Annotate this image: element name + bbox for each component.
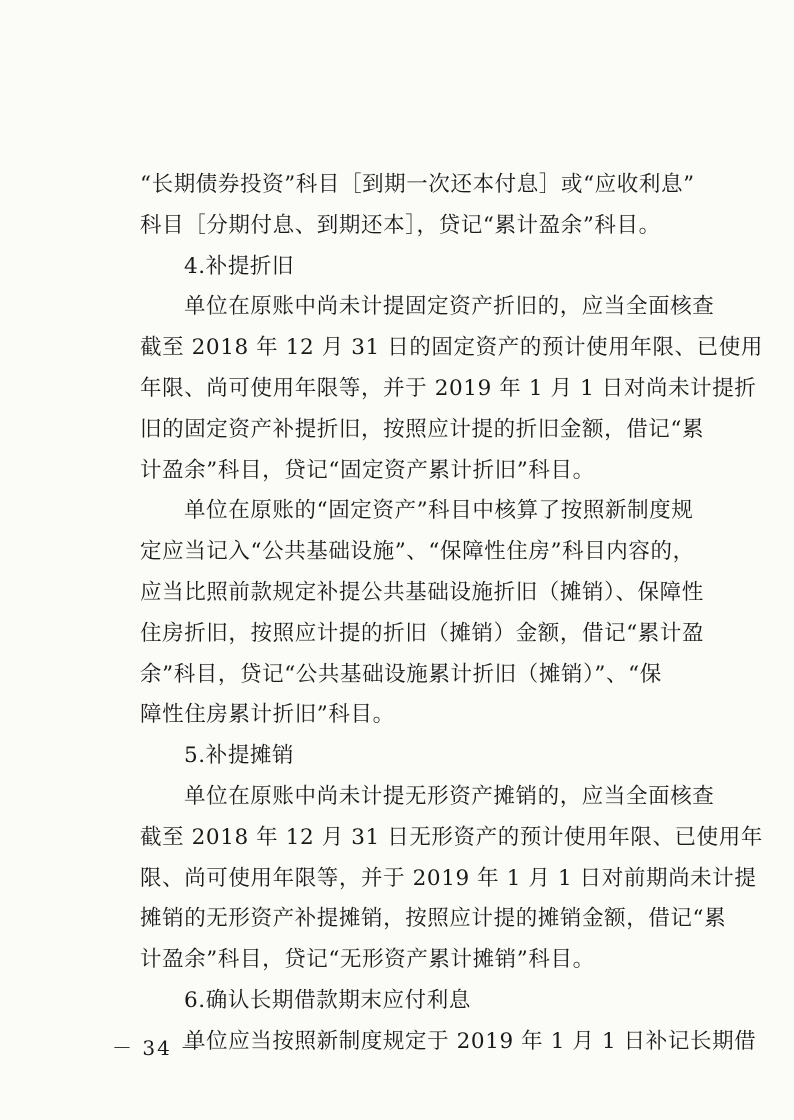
text-line: 应当比照前款规定补提公共基础设施折旧（摊销）、保障性	[140, 579, 704, 605]
text-line: 住房折旧，按照应计提的折旧（摊销）金额，借记“累计盈	[140, 620, 705, 646]
text-line: 年限、尚可使用年限等，并于 2019 年 1 月 1 日对尚未计提折	[140, 375, 757, 401]
page-number: － 34 －	[112, 1036, 203, 1060]
text-line: 6.确认长期借款期末应付利息	[184, 987, 471, 1013]
text-line: 单位应当按照新制度规定于 2019 年 1 月 1 日补记长期借	[184, 1028, 757, 1054]
text-line: “长期债券投资”科目［到期一次还本付息］或“应收利息”	[140, 172, 695, 197]
text-line: 单位在原账中尚未计提固定资产折旧的，应当全面核查	[184, 294, 715, 320]
text-line: 截至 2018 年 12 月 31 日的固定资产的预计使用年限、已使用	[140, 335, 763, 361]
text-line: 障性住房累计折旧”科目。	[140, 702, 395, 728]
text-line: 单位在原账中尚未计提无形资产摊销的，应当全面核查	[184, 783, 715, 809]
text-line: 定应当记入“公共基础设施”、“保障性住房”科目内容的，	[140, 539, 695, 565]
text-line: 摊销的无形资产补提摊销，按照应计提的摊销金额，借记“累	[140, 906, 727, 932]
body-text	[140, 165, 763, 1063]
text-line: 计盈余”科目，贷记“固定资产累计折旧”科目。	[140, 457, 595, 483]
text-line: 计盈余”科目，贷记“无形资产累计摊销”科目。	[140, 947, 595, 973]
text-line: 科目［分期付息、到期还本］，贷记“累计盈余”科目。	[140, 212, 661, 238]
text-line: 截至 2018 年 12 月 31 日无形资产的预计使用年限、已使用年	[140, 824, 763, 850]
text-line: 4.补提折旧	[184, 253, 295, 279]
text-line: 旧的固定资产补提折旧，按照应计提的折旧金额，借记“累	[140, 416, 705, 442]
text-line: 单位在原账的“固定资产”科目中核算了按照新制度规	[184, 498, 694, 524]
text-line: 余”科目，贷记“公共基础设施累计折旧（摊销）”、“保	[140, 661, 662, 687]
text-line: 5.补提摊销	[184, 743, 295, 769]
text-line: 限、尚可使用年限等，并于 2019 年 1 月 1 日对前期尚未计提	[140, 865, 757, 891]
